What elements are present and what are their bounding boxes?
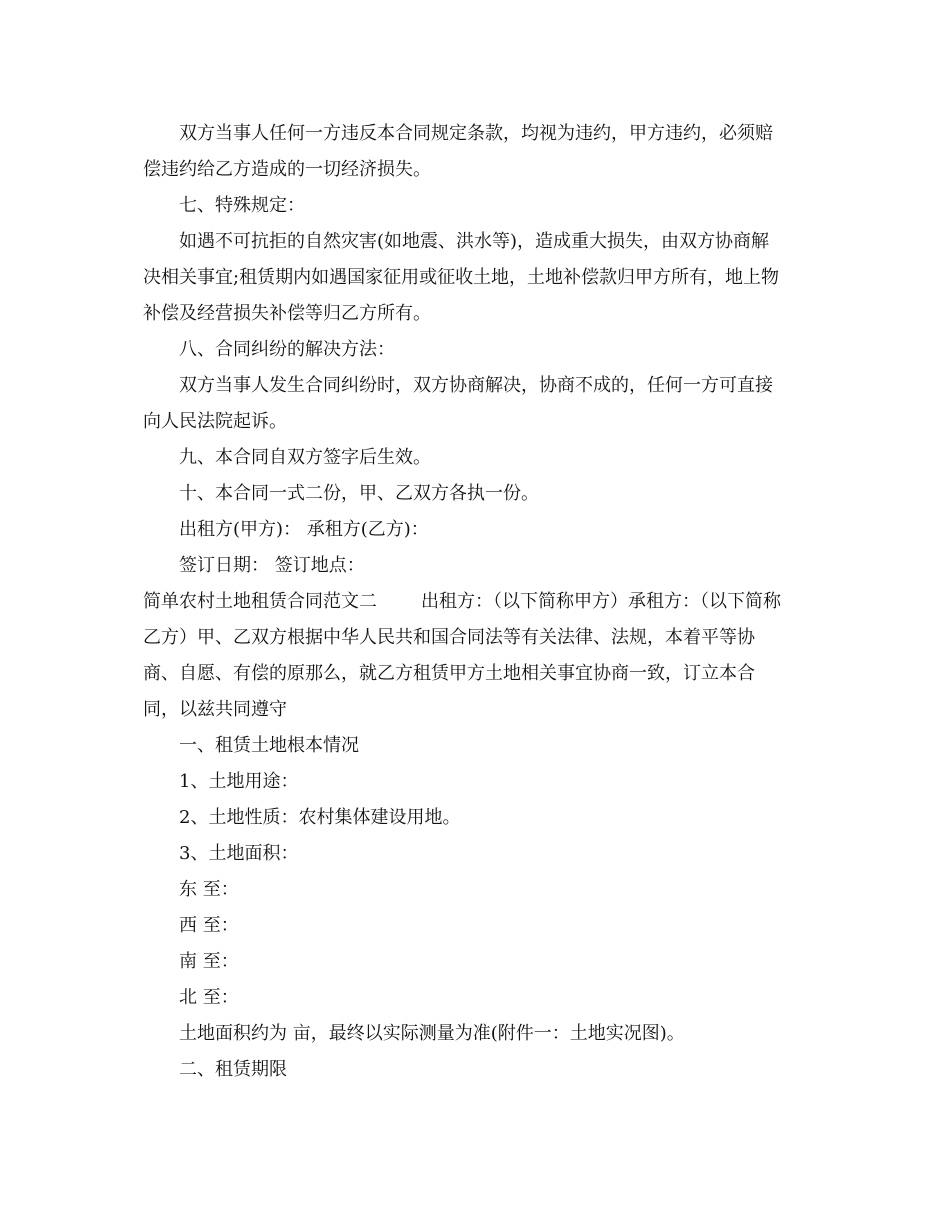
breach-clause-paragraph bbox=[143, 116, 807, 188]
section-heading-dispute-resolution: 八、合同纠纷的解决方法： bbox=[179, 339, 395, 360]
section-heading-special-provisions: 七、特殊规定： bbox=[179, 195, 305, 216]
section-heading-lease-term: 二、租赁期限 bbox=[179, 1059, 287, 1080]
text-line: 向人民法院起诉。 bbox=[143, 411, 287, 432]
clause-effectiveness: 九、本合同自双方签字后生效。 bbox=[179, 447, 431, 468]
text-line: 双方当事人任何一方违反本合同规定条款，均视为违约，甲方违约，必须赔 bbox=[179, 123, 773, 144]
text-line: 双方当事人发生合同纠纷时，双方协商解决，协商不成的，任何一方可直接 bbox=[179, 375, 773, 396]
parties-line: 出租方(甲方)： 承租方(乙方)： bbox=[179, 519, 429, 540]
boundary-north: 北 至： bbox=[179, 987, 239, 1008]
text-span: 出租方：（以下简称甲方）承租方：（以下简称 bbox=[421, 591, 781, 612]
boundary-east: 东 至： bbox=[179, 879, 239, 900]
area-note: 土地面积约为 亩，最终以实际测量为准(附件一：土地实况图)。 bbox=[179, 1023, 685, 1044]
section-heading-land-overview: 一、租赁土地根本情况 bbox=[179, 735, 359, 756]
land-area-item: 3、土地面积： bbox=[179, 843, 299, 864]
text-line: 如遇不可抗拒的自然灾害(如地震、洪水等)，造成重大损失，由双方协商解 bbox=[179, 231, 770, 252]
text-line: 补偿及经营损失补偿等归乙方所有。 bbox=[143, 303, 431, 324]
land-nature-item: 2、土地性质：农村集体建设用地。 bbox=[179, 807, 461, 828]
boundary-south: 南 至： bbox=[179, 951, 239, 972]
dispute-paragraph bbox=[143, 368, 807, 440]
second-contract-intro bbox=[143, 584, 807, 728]
text-line: 商、自愿、有偿的原那么，就乙方租赁甲方土地相关事宜协商一致，订立本合 bbox=[143, 663, 755, 684]
boundary-west: 西 至： bbox=[179, 915, 239, 936]
signing-info-line: 签订日期： 签订地点： bbox=[179, 555, 365, 576]
force-majeure-paragraph bbox=[143, 224, 807, 332]
text-line: 乙方）甲、乙双方根据中华人民共和国合同法等有关法律、法规，本着平等协 bbox=[143, 627, 755, 648]
text-line: 决相关事宜;租赁期内如遇国家征用或征收土地，土地补偿款归甲方所有，地上物 bbox=[143, 267, 780, 288]
text-line bbox=[143, 584, 807, 620]
contract-title: 简单农村土地租赁合同范文二 bbox=[143, 591, 377, 612]
land-use-item: 1、土地用途： bbox=[179, 771, 299, 792]
text-line: 同，以兹共同遵守 bbox=[143, 699, 287, 720]
clause-copies: 十、本合同一式二份，甲、乙双方各执一份。 bbox=[179, 483, 539, 504]
text-line: 偿违约给乙方造成的一切经济损失。 bbox=[143, 159, 431, 180]
document-body bbox=[143, 116, 807, 1088]
